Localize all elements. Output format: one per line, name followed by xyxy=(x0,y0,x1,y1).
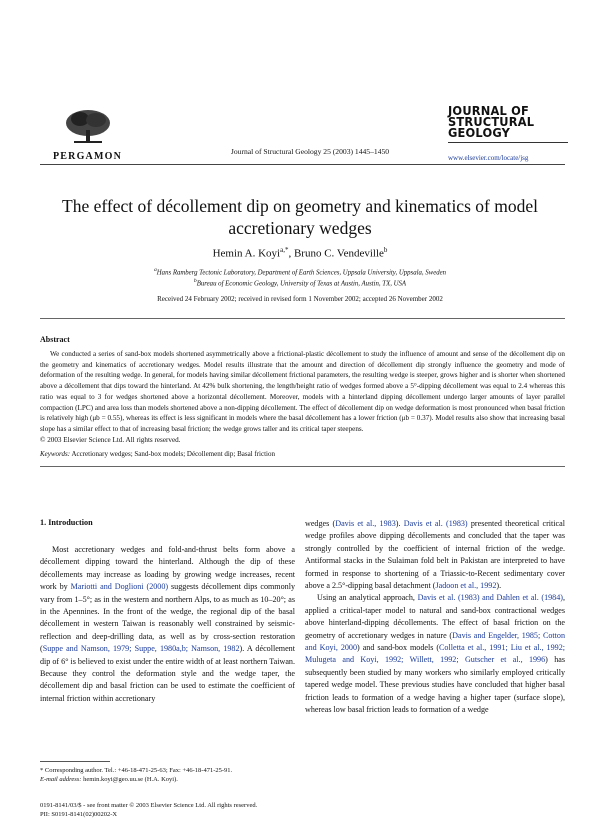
right-column xyxy=(305,518,565,717)
email-label: E-mail address: xyxy=(40,776,82,783)
affiliation xyxy=(40,278,560,287)
affiliation-text: Bureau of Economic Geology, University of Texas at Austin, Austin, TX, USA xyxy=(196,280,407,288)
text-run: presented theoretical critical wedge profiles above dipping décollements and concluded that the taper was strongly controlled by the coefficient of internal friction of the wedge. Antiformal stacks in the Sulaiman fold belt in Pakistan are interpreted to have formed in response to shortening of a Triassic-to-Recent sedimentary cover above a 2.5°-dipping basal detachment ( xyxy=(305,519,565,591)
author-superscript: b xyxy=(383,246,388,254)
text-run: ). xyxy=(395,519,404,528)
article-title xyxy=(50,195,550,239)
issn-line: 0191-8141/03/$ - see front matter © 2003 Elsevier Science Ltd. All rights reserved. xyxy=(40,802,258,809)
citation-link[interactable]: Suppe and Namson, 1979; Suppe, 1980a,b; Namson, 1982 xyxy=(42,644,240,654)
logo-rule xyxy=(448,142,568,143)
left-column xyxy=(40,544,295,705)
affiliation xyxy=(40,267,560,276)
corresponding-author: * Corresponding author. Tel.: +46-18-471-25-63; Fax: +46-18-471-25-91. xyxy=(40,767,233,774)
keywords-text: Accretionary wedges; Sand-box models; Décollement dip; Basal friction xyxy=(70,450,275,458)
received-dates: Received 24 February 2002; received in revised form 1 November 2002; accepted 26 November 2002 xyxy=(157,295,443,303)
section-heading: 1. Introduction xyxy=(40,518,93,527)
author-name: Hemin A. Koyi xyxy=(212,247,281,260)
keywords-label: Keywords: xyxy=(40,450,71,458)
title-line: The effect of décollement dip on geometry and kinematics of model xyxy=(62,196,538,216)
author-superscript: a,* xyxy=(280,246,289,254)
citation-link[interactable]: Mariotti and Doglioni (2000) xyxy=(70,582,169,592)
divider xyxy=(40,466,565,467)
title-line: accretionary wedges xyxy=(228,218,372,238)
text-run: wedges ( xyxy=(305,519,336,528)
text-run: ) has subsequently been studied by many workers who similarly employed critically tapered wedge model. These previous studies have concluded that higher basal friction leads to formation of a wedge having a higher taper (surface slope), whereas low basal friction leads to formation of a wedge xyxy=(305,655,565,715)
paragraph xyxy=(305,592,565,716)
tree-icon xyxy=(58,108,118,144)
journal-url-link[interactable]: www.elsevier.com/locate/jsg xyxy=(448,154,529,162)
abstract-heading: Abstract xyxy=(40,335,70,344)
text-run: ) and sand-box models ( xyxy=(357,643,440,653)
affiliation-marker: b xyxy=(193,278,197,284)
pii-line: PII: S0191-8141(02)00202-X xyxy=(40,811,118,818)
author-list xyxy=(50,246,550,260)
text-run: , applied a critical-taper model to natural and sand-box contractional wedges above hinterland-dipping décollements. The effect of basal friction on the geometry of accretionary wedges in nature ( xyxy=(305,593,565,640)
footnote xyxy=(40,766,295,784)
abstract-text: We conducted a series of sand-box models shortened asymmetrically above a frictional-plastic décollement to study the influence of amount and sense of the décollement dip on the geometry and kinematics of accretionary wedges. Model results illustrate that the amount and direction of décollement dip strongly influence the geometry and mode of deformation of the resulting wedge. In general, for models having similar décollement frictional parameters, the resulting wedge is steeper, grows higher and is shorter when shortened above a décollement that dips toward the hinterland. At 42% bulk shortening, the length/height ratio of wedges formed above a 5°-dipping décollement was equal to 2.4 whereas this ratio was equal to 3 for wedges shortened above a horizontal décollement. Moreover, models with a hinterland dipping décollement undergo larger amounts of layer parallel compaction (LPC) and area loss than models shortened above a non-dipping décollement. The effect of décollement dip on wedge deformation is most pronounced when basal friction is relatively high (μb = 0.55), whereas its effect is less significant in models where the basal décollement has a lower friction (μb = 0.37). Model results also show that increasing basal slope has a similar effect to that of increasing basal friction; the wedge grows taller and its critical taper steepens. xyxy=(40,350,565,433)
publisher-name: PERGAMON xyxy=(52,151,123,162)
abstract-body xyxy=(40,349,565,445)
divider xyxy=(40,318,565,319)
pergamon-logo xyxy=(40,108,135,162)
citation-link[interactable]: Davis et al., 1983 xyxy=(335,519,396,528)
affiliation-marker: a xyxy=(153,267,157,273)
citation-link[interactable]: Davis and Engelder, 1985; Cotton and Koyi, 2000 xyxy=(305,630,565,653)
text-run: Using an analytical approach, xyxy=(317,593,418,603)
author-separator: , xyxy=(288,247,294,260)
author-name: Bruno C. Vendeville xyxy=(293,247,384,260)
text-run: Most accretionary wedges and fold-and-thrust belts form above a décollement dipping toward the hinterland. Although the dip of these décollements may increase as loading by growing wedge increases, recent work by xyxy=(40,545,295,592)
footnote-divider xyxy=(40,761,110,762)
journal-citation: Journal of Structural Geology 25 (2003) 1445–1450 xyxy=(230,147,390,156)
citation-link[interactable]: Davis et al. (1983) xyxy=(403,519,468,528)
paragraph xyxy=(40,544,295,705)
journal-logo-line: GEOLOGY xyxy=(448,126,511,140)
journal-logo-line: STRUCTURAL xyxy=(448,115,535,129)
journal-logo-line: JOURNAL OF xyxy=(448,104,529,118)
copyright-notice: © 2003 Elsevier Science Ltd. All rights reserved. xyxy=(40,435,181,444)
citation-link[interactable]: Jadoon et al., 1992 xyxy=(435,581,497,591)
keywords xyxy=(40,450,275,458)
affiliation-text: Hans Ramberg Tectonic Laboratory, Department of Earth Sciences, Uppsala University, Uppsala, Sweden xyxy=(156,269,447,277)
journal-logo xyxy=(448,106,568,143)
text-run: suggests décollement dips commonly vary from 1–5°; as in the western and northern Alps, to as much as 10–20°; as in the Apennines. In the front of the wedge, the regional dip of the basal décollement in western Taiwan is reasonably well constrained by seismic-reflection and deep-drilling data, as well as by cross-section restoration ( xyxy=(40,582,295,654)
paragraph xyxy=(305,518,565,592)
email-address[interactable]: hemin.koyi@geo.uu.se (H.A. Koyi). xyxy=(81,776,178,783)
citation-link[interactable]: Colletta et al., 1991; Liu et al., 1992; Mulugeta and Koyi, 1992; Willett, 1992; Gutscher et al., 1996 xyxy=(305,643,565,665)
text-run: ). xyxy=(496,581,502,591)
bottom-info xyxy=(40,801,257,819)
citation-link[interactable]: Davis et al. (1983) and Dahlen et al. (1984) xyxy=(417,593,563,603)
header-divider xyxy=(40,164,565,165)
text-run: ). A décollement dip of 6° is believed to exist under the entire width of at least northern Taiwan. Because they control the deformation style and the wedge taper, the décollement dip and basal friction can be used to estimate the coefficient of internal friction within accretionary xyxy=(40,644,295,703)
